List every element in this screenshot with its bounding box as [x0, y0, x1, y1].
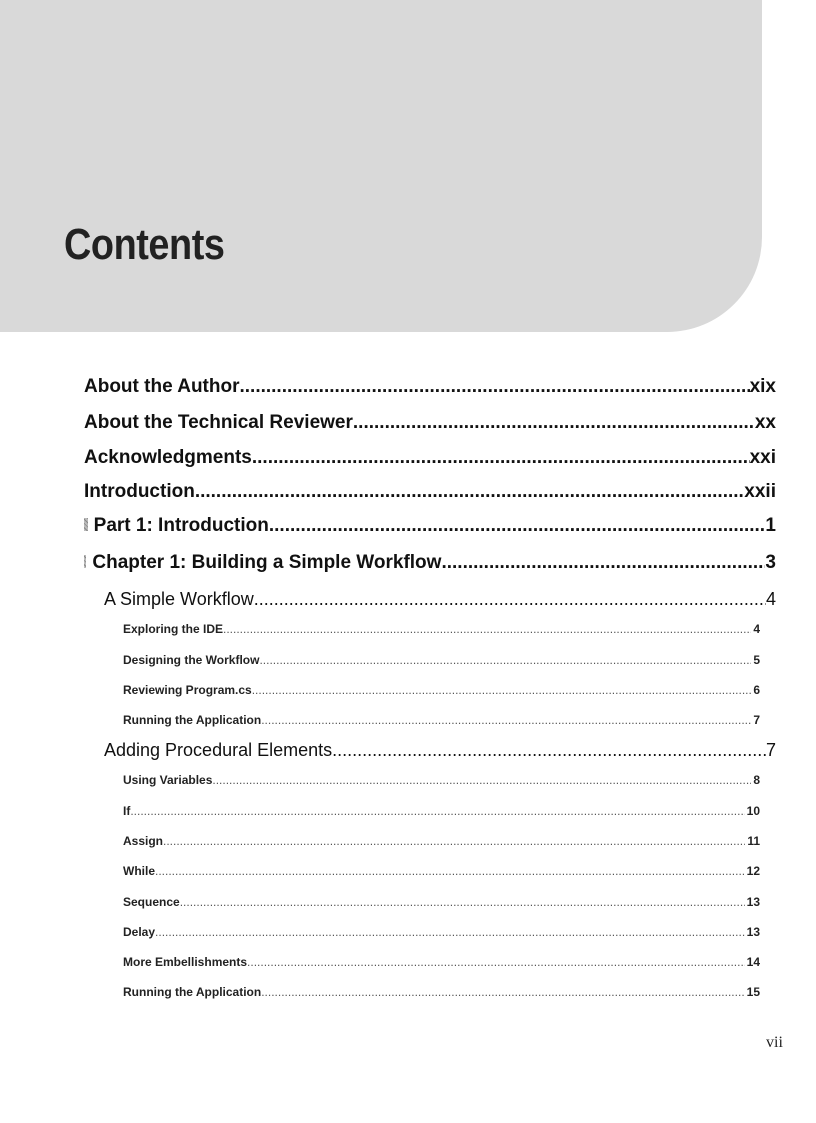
toc-entry-title: About the Technical Reviewer [84, 412, 353, 433]
dot-leader [254, 589, 766, 610]
toc-subsection-title: Sequence [123, 895, 180, 909]
dot-leader [195, 481, 744, 503]
toc-subsection-page: 6 [753, 683, 760, 697]
toc-subsection[interactable] [123, 622, 760, 636]
toc-subsection-page: 13 [746, 895, 760, 909]
dot-leader [239, 376, 749, 398]
toc-subsection-title: Delay [123, 925, 156, 939]
part-marker-icon [84, 555, 86, 568]
part-marker-icon [84, 518, 88, 531]
toc-section-simple-workflow[interactable] [104, 589, 776, 610]
page-title: Contents [64, 220, 225, 269]
dot-leader [261, 713, 751, 727]
toc-subsection-title: Running the Application [123, 985, 262, 999]
toc-subsection[interactable] [123, 834, 760, 848]
toc-entry-technical-reviewer[interactable] [84, 412, 776, 434]
toc-entry-title: Chapter 1: Building a Simple Workflow [92, 552, 442, 573]
toc-entry-about-author[interactable] [84, 376, 776, 398]
toc-subsection-title: Exploring the IDE [123, 622, 224, 636]
toc-section-page: 4 [765, 589, 776, 609]
toc-subsection[interactable] [123, 985, 760, 999]
toc-subsection[interactable] [123, 653, 760, 667]
toc-subsection[interactable] [123, 955, 760, 969]
dot-leader [269, 515, 766, 537]
dot-leader [163, 834, 745, 848]
toc-subsection-title: Reviewing Program.cs [123, 683, 252, 697]
toc-subsection[interactable] [123, 895, 760, 909]
toc-subsection-title: Using Variables [123, 773, 213, 787]
toc-entry-page: 3 [765, 552, 776, 573]
toc-subsection-page: 12 [746, 864, 760, 878]
toc-entry-page: xxii [744, 481, 776, 502]
dot-leader [223, 622, 751, 636]
toc-entry-title: Part 1: Introduction [93, 515, 269, 536]
toc-subsection-title: Running the Application [123, 713, 262, 727]
toc-entry-page: xxi [749, 447, 776, 468]
page-number: vii [766, 1034, 783, 1051]
toc-section-title: Adding Procedural Elements [104, 740, 333, 760]
toc-subsection-page: 10 [746, 804, 760, 818]
toc-subsection[interactable] [123, 925, 760, 939]
toc-entry-page: xix [749, 376, 776, 397]
toc-subsection[interactable] [123, 683, 760, 697]
toc-subsection[interactable] [123, 773, 760, 787]
toc-subsection[interactable] [123, 804, 760, 818]
toc-subsection-title: Designing the Workflow [123, 653, 260, 667]
toc-entry-introduction[interactable] [84, 481, 776, 503]
toc-section-title: A Simple Workflow [104, 589, 254, 609]
dot-leader [353, 412, 755, 434]
dot-leader [155, 925, 745, 939]
toc-subsection-page: 11 [747, 834, 760, 848]
dot-leader [212, 773, 751, 787]
dot-leader [155, 864, 745, 878]
toc-subsection-page: 13 [746, 925, 760, 939]
toc-section-page: 7 [765, 740, 776, 760]
toc-subsection-page: 8 [753, 773, 760, 787]
toc-subsection-page: 7 [753, 713, 760, 727]
toc-subsection-title: Assign [123, 834, 164, 848]
toc-subsection-title: While [123, 864, 155, 878]
dot-leader [247, 955, 745, 969]
toc-entry-acknowledgments[interactable] [84, 447, 776, 469]
toc-subsection-page: 4 [753, 622, 760, 636]
toc-subsection-page: 14 [746, 955, 760, 969]
toc-subsection[interactable] [123, 864, 760, 878]
dot-leader [441, 552, 765, 574]
toc-subsection-page: 15 [746, 985, 760, 999]
toc-subsection-title: If [123, 804, 131, 818]
toc-entry-page: xx [754, 412, 776, 433]
toc-entry-title: About the Author [84, 376, 240, 397]
dot-leader [252, 447, 750, 469]
toc-entry-chapter-1[interactable] [84, 552, 776, 574]
toc-entry-page: 1 [765, 515, 776, 536]
toc-entry-title: Acknowledgments [84, 447, 252, 468]
toc-subsection-page: 5 [753, 653, 760, 667]
toc-entry-title: Introduction [84, 481, 195, 502]
toc-section-procedural-elements[interactable] [104, 740, 776, 761]
dot-leader [259, 653, 751, 667]
dot-leader [261, 985, 744, 999]
toc-entry-part-1[interactable] [84, 515, 776, 537]
dot-leader [332, 740, 766, 761]
toc-subsection[interactable] [123, 713, 760, 727]
toc-subsection-title: More Embellishments [123, 955, 248, 969]
dot-leader [130, 804, 744, 818]
dot-leader [252, 683, 752, 697]
dot-leader [180, 895, 745, 909]
